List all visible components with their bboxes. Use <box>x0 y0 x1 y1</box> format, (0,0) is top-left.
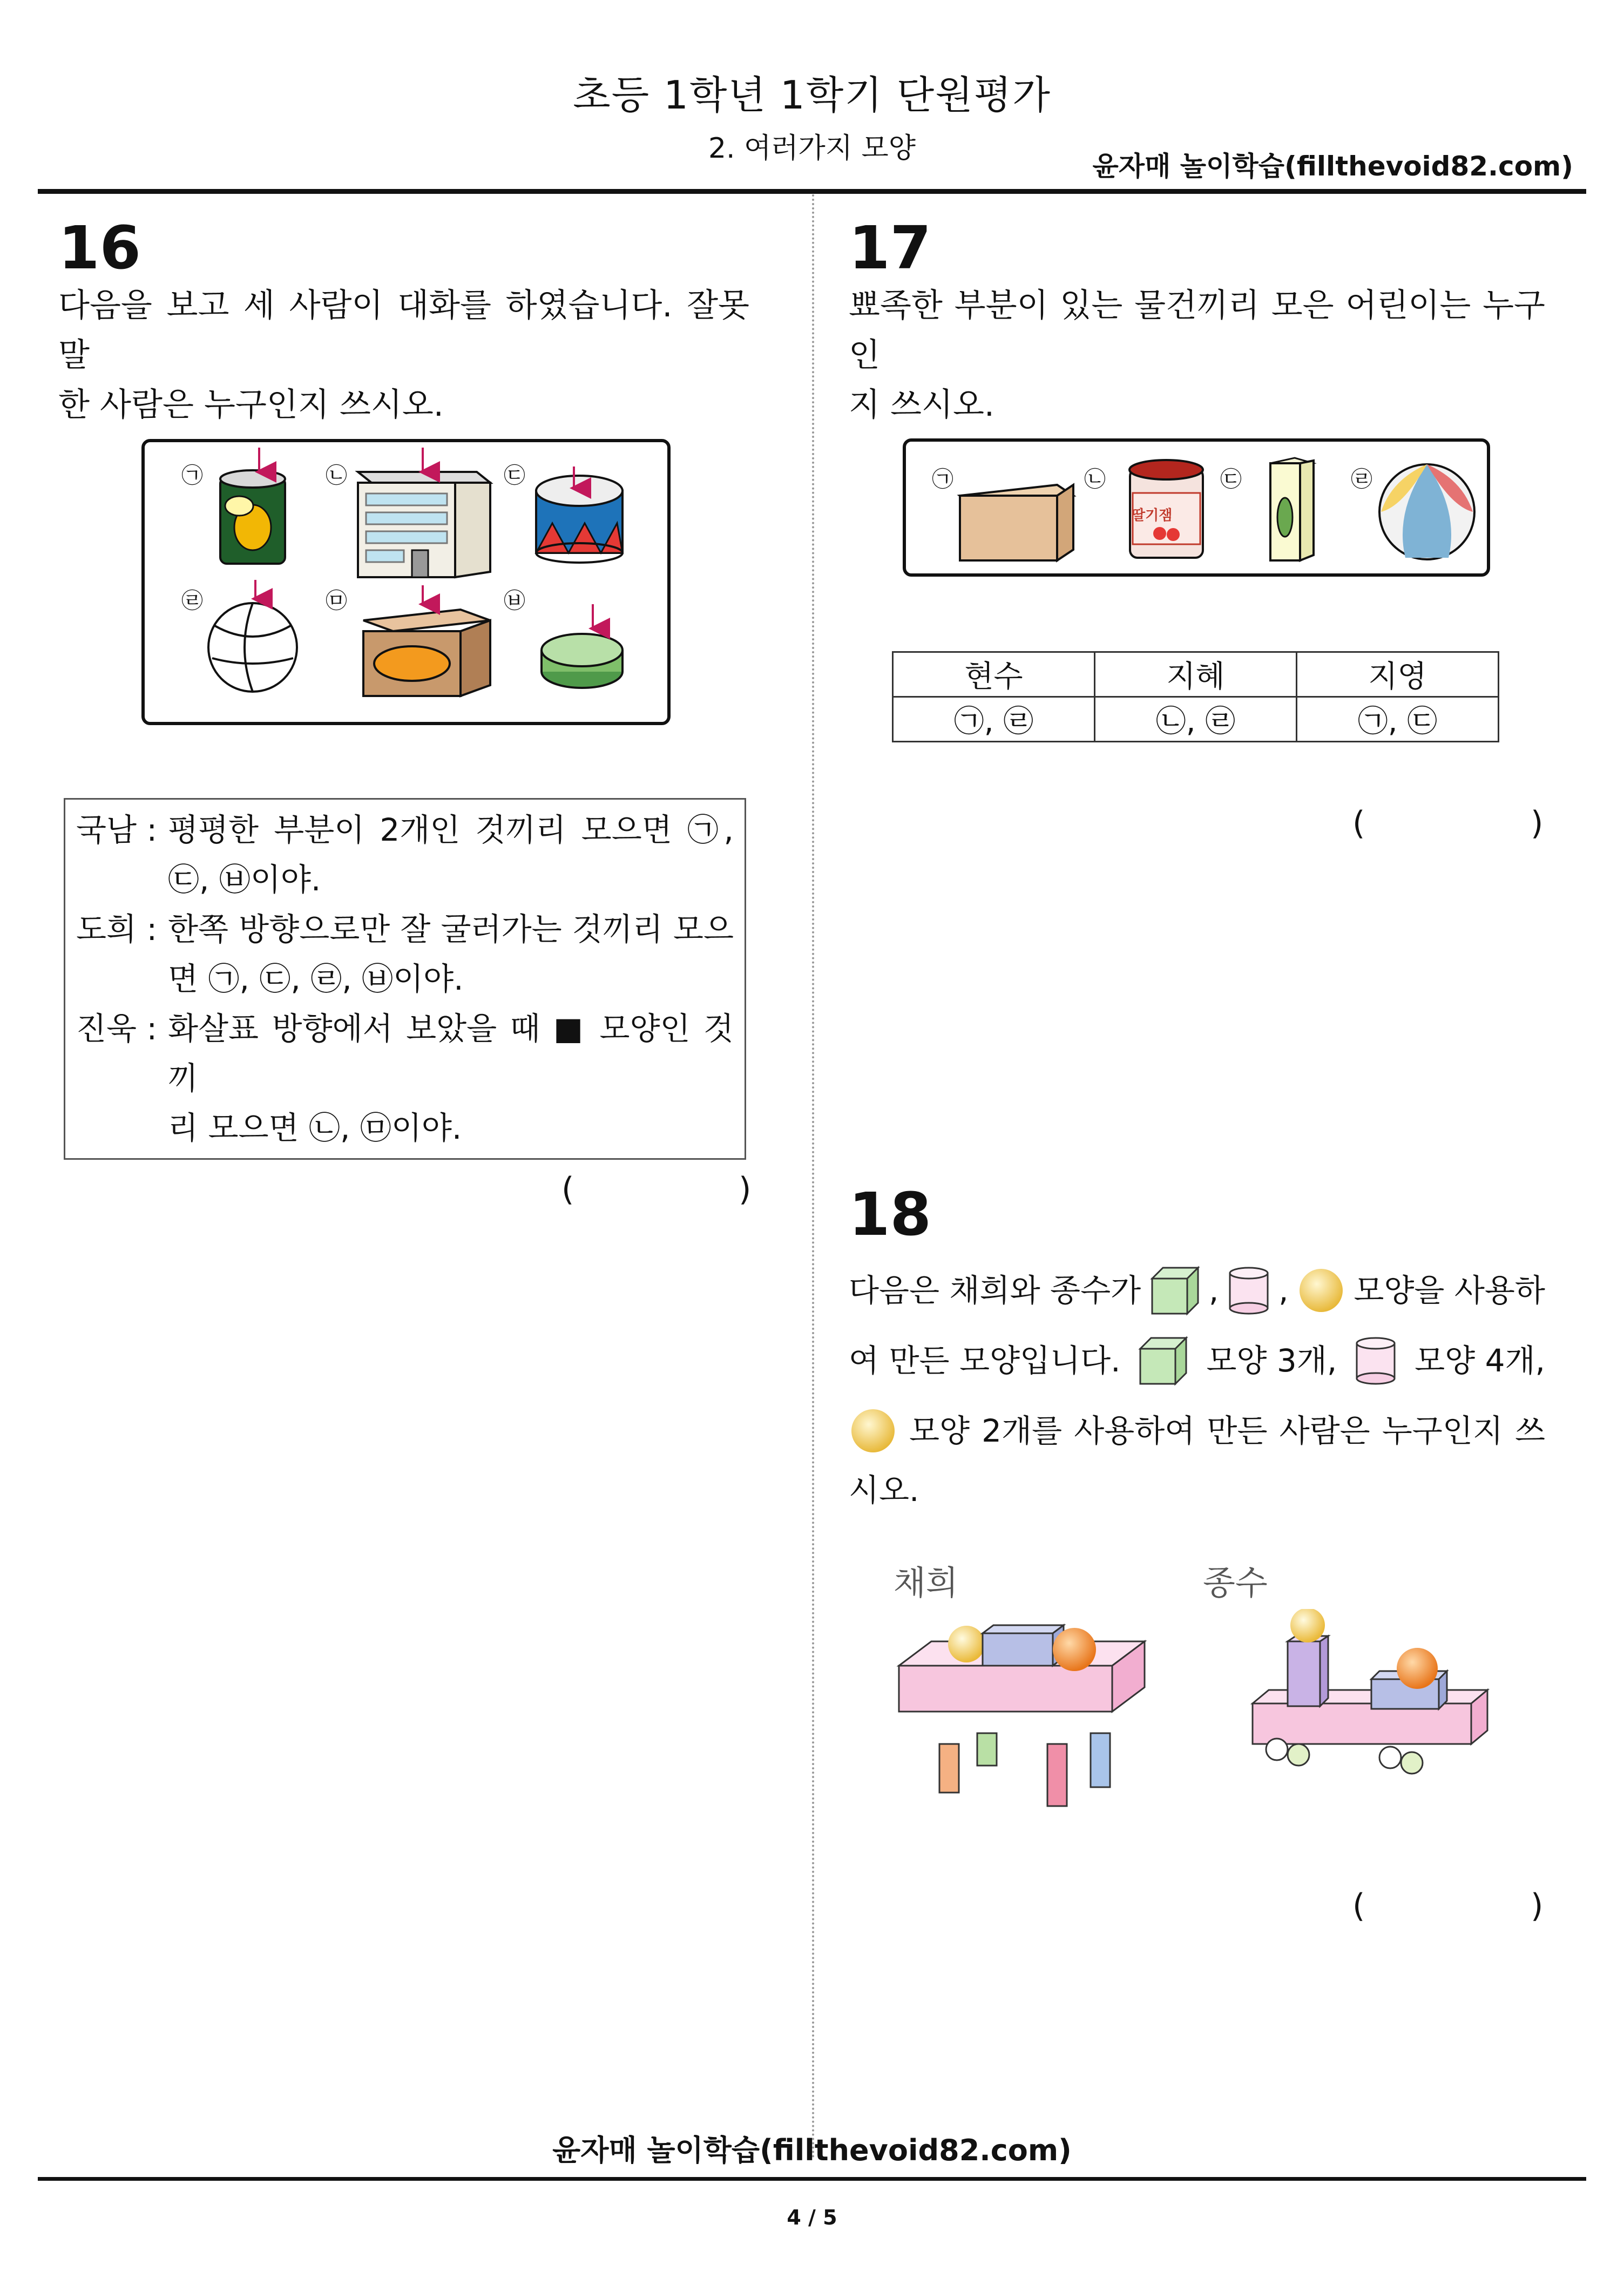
drum-icon <box>536 466 622 563</box>
q17-label-nieun: ㉡ <box>1084 467 1106 492</box>
table-header-jihye: 지혜 <box>1095 652 1297 697</box>
header-brand: 윤자매 놀이학습(fillthevoid82.com) <box>1092 151 1573 182</box>
footer-rule <box>38 2177 1586 2181</box>
speaker-jinuk: 진욱 : <box>76 1010 158 1047</box>
question-17-line-2: 지 쓰시오. <box>849 386 994 424</box>
table-header-jiyeong: 지영 <box>1297 652 1499 697</box>
footer-brand: 윤자매 놀이학습(fillthevoid82.com) <box>552 2133 1072 2167</box>
statement-jinuk <box>76 1004 734 1153</box>
building-icon <box>358 448 490 577</box>
sphere-shape-icon <box>849 1407 897 1455</box>
q16-statements-box <box>64 798 746 1160</box>
question-18-number: 18 <box>849 1180 932 1249</box>
milk-carton-icon <box>1270 458 1314 560</box>
q18-line-1 <box>849 1255 1545 1326</box>
q17-objects-figure <box>903 438 1490 577</box>
q18-answer-close: ) <box>1531 1887 1544 1925</box>
cube-shape-icon <box>1149 1265 1201 1316</box>
statement-gungnam-line-2: ㉢, ㉥이야. <box>168 861 321 898</box>
q17-answer-close: ) <box>1531 804 1544 842</box>
label-bieup: ㉥ <box>504 589 525 613</box>
q18-answer-open: ( <box>1352 1887 1365 1925</box>
question-18-text <box>849 1255 1545 1515</box>
label-rieul: ㉣ <box>181 589 203 613</box>
q17-objects-drawing <box>906 442 1487 573</box>
q18-cube-count: 모양 3개, <box>1206 1342 1337 1379</box>
cube-shape-icon <box>1138 1335 1189 1387</box>
q17-answer-open: ( <box>1352 804 1365 842</box>
cylinder-shape-icon <box>1354 1335 1397 1387</box>
column-divider <box>812 194 814 2160</box>
q16-answer-open: ( <box>561 1171 574 1208</box>
question-17-line-1: 뾰족한 부분이 있는 물건끼리 모은 어린이는 누구인 <box>849 287 1545 374</box>
label-giyeok: ㉠ <box>181 463 203 488</box>
question-16-line-2: 한 사람은 누구인지 쓰시오. <box>58 386 444 424</box>
volleyball-icon <box>208 580 297 692</box>
q17-label-digeut: ㉢ <box>1220 467 1242 492</box>
unit-subtitle: 2. 여러가지 모양 <box>708 132 916 165</box>
worksheet-title: 초등 1학년 1학기 단원평가 <box>573 72 1051 118</box>
statement-jinuk-line-2: 리 모으면 ㉡, ㉤이야. <box>168 1110 462 1146</box>
statement-dohui <box>76 904 734 1004</box>
box-icon <box>363 585 490 696</box>
jam-label: 딸기잼 <box>1132 508 1173 524</box>
q16-answer-close: ) <box>739 1171 752 1208</box>
q17-table-value-row <box>893 697 1499 742</box>
sphere-shape-icon <box>1297 1266 1345 1315</box>
statement-jinuk-line-1: 화살표 방향에서 보았을 때 ■ 모양인 것끼 <box>168 1010 734 1097</box>
q16-objects-drawing <box>145 442 667 722</box>
table-header-hyeonsu: 현수 <box>893 652 1095 697</box>
cardboard-box-icon <box>960 485 1073 560</box>
speaker-dohui: 도희 : <box>76 911 158 948</box>
cylinder-shape-icon <box>1227 1265 1270 1316</box>
q17-label-rieul: ㉣ <box>1351 467 1372 492</box>
jongsu-model <box>1253 1609 1487 1774</box>
q18-line-1-start: 다음은 채희와 종수가 <box>849 1272 1141 1309</box>
q17-label-giyeok: ㉠ <box>932 467 953 492</box>
q18-line-2 <box>849 1326 1545 1396</box>
statement-dohui-line-2: 면 ㉠, ㉢, ㉣, ㉥이야. <box>168 961 464 997</box>
q18-comma-1: , <box>1208 1272 1219 1309</box>
question-17-number: 17 <box>849 213 932 282</box>
q18-shape-models <box>885 1609 1512 1836</box>
table-value-jihye: ㉡, ㉣ <box>1095 697 1297 742</box>
name-chaehui: 채희 <box>894 1563 958 1603</box>
table-value-hyeonsu: ㉠, ㉣ <box>893 697 1095 742</box>
chaehui-model <box>899 1625 1145 1806</box>
q18-line-3 <box>849 1396 1545 1466</box>
beach-ball-icon <box>1379 464 1474 559</box>
q17-table-header-row <box>893 652 1499 697</box>
q18-comma-2: , <box>1278 1272 1289 1309</box>
label-nieun: ㉡ <box>326 463 347 488</box>
header-rule <box>38 189 1586 194</box>
q18-cylinder-count: 모양 4개, <box>1415 1342 1545 1379</box>
q18-line-4: 시오. <box>849 1472 919 1509</box>
q17-answer-table <box>892 651 1499 742</box>
pineapple-can-icon <box>220 448 285 564</box>
label-mieum: ㉤ <box>326 589 347 613</box>
q16-objects-figure <box>141 439 671 725</box>
q18-line-2-start: 여 만든 모양입니다. <box>849 1342 1121 1379</box>
statement-gungnam-line-1: 평평한 부분이 2개인 것끼리 모으면 ㉠, <box>168 812 734 848</box>
question-16-text <box>58 281 749 430</box>
question-16-line-1: 다음을 보고 세 사람이 대화를 하였습니다. 잘못 말 <box>58 287 749 374</box>
label-digeut: ㉢ <box>504 463 525 488</box>
page-number: 4 / 5 <box>787 2206 837 2229</box>
round-container-icon <box>542 604 622 688</box>
question-17-text <box>849 281 1545 430</box>
q18-line-3-text: 모양 2개를 사용하여 만든 사람은 누구인지 쓰 <box>909 1412 1545 1449</box>
statement-gungnam <box>76 805 734 904</box>
speaker-gungnam: 국남 : <box>76 812 158 848</box>
question-16-number: 16 <box>58 213 141 282</box>
name-jongsu: 종수 <box>1203 1563 1268 1603</box>
q18-line-1-end: 모양을 사용하 <box>1354 1272 1545 1309</box>
table-value-jiyeong: ㉠, ㉢ <box>1297 697 1499 742</box>
statement-dohui-line-1: 한쪽 방향으로만 잘 굴러가는 것끼리 모으 <box>168 911 734 948</box>
